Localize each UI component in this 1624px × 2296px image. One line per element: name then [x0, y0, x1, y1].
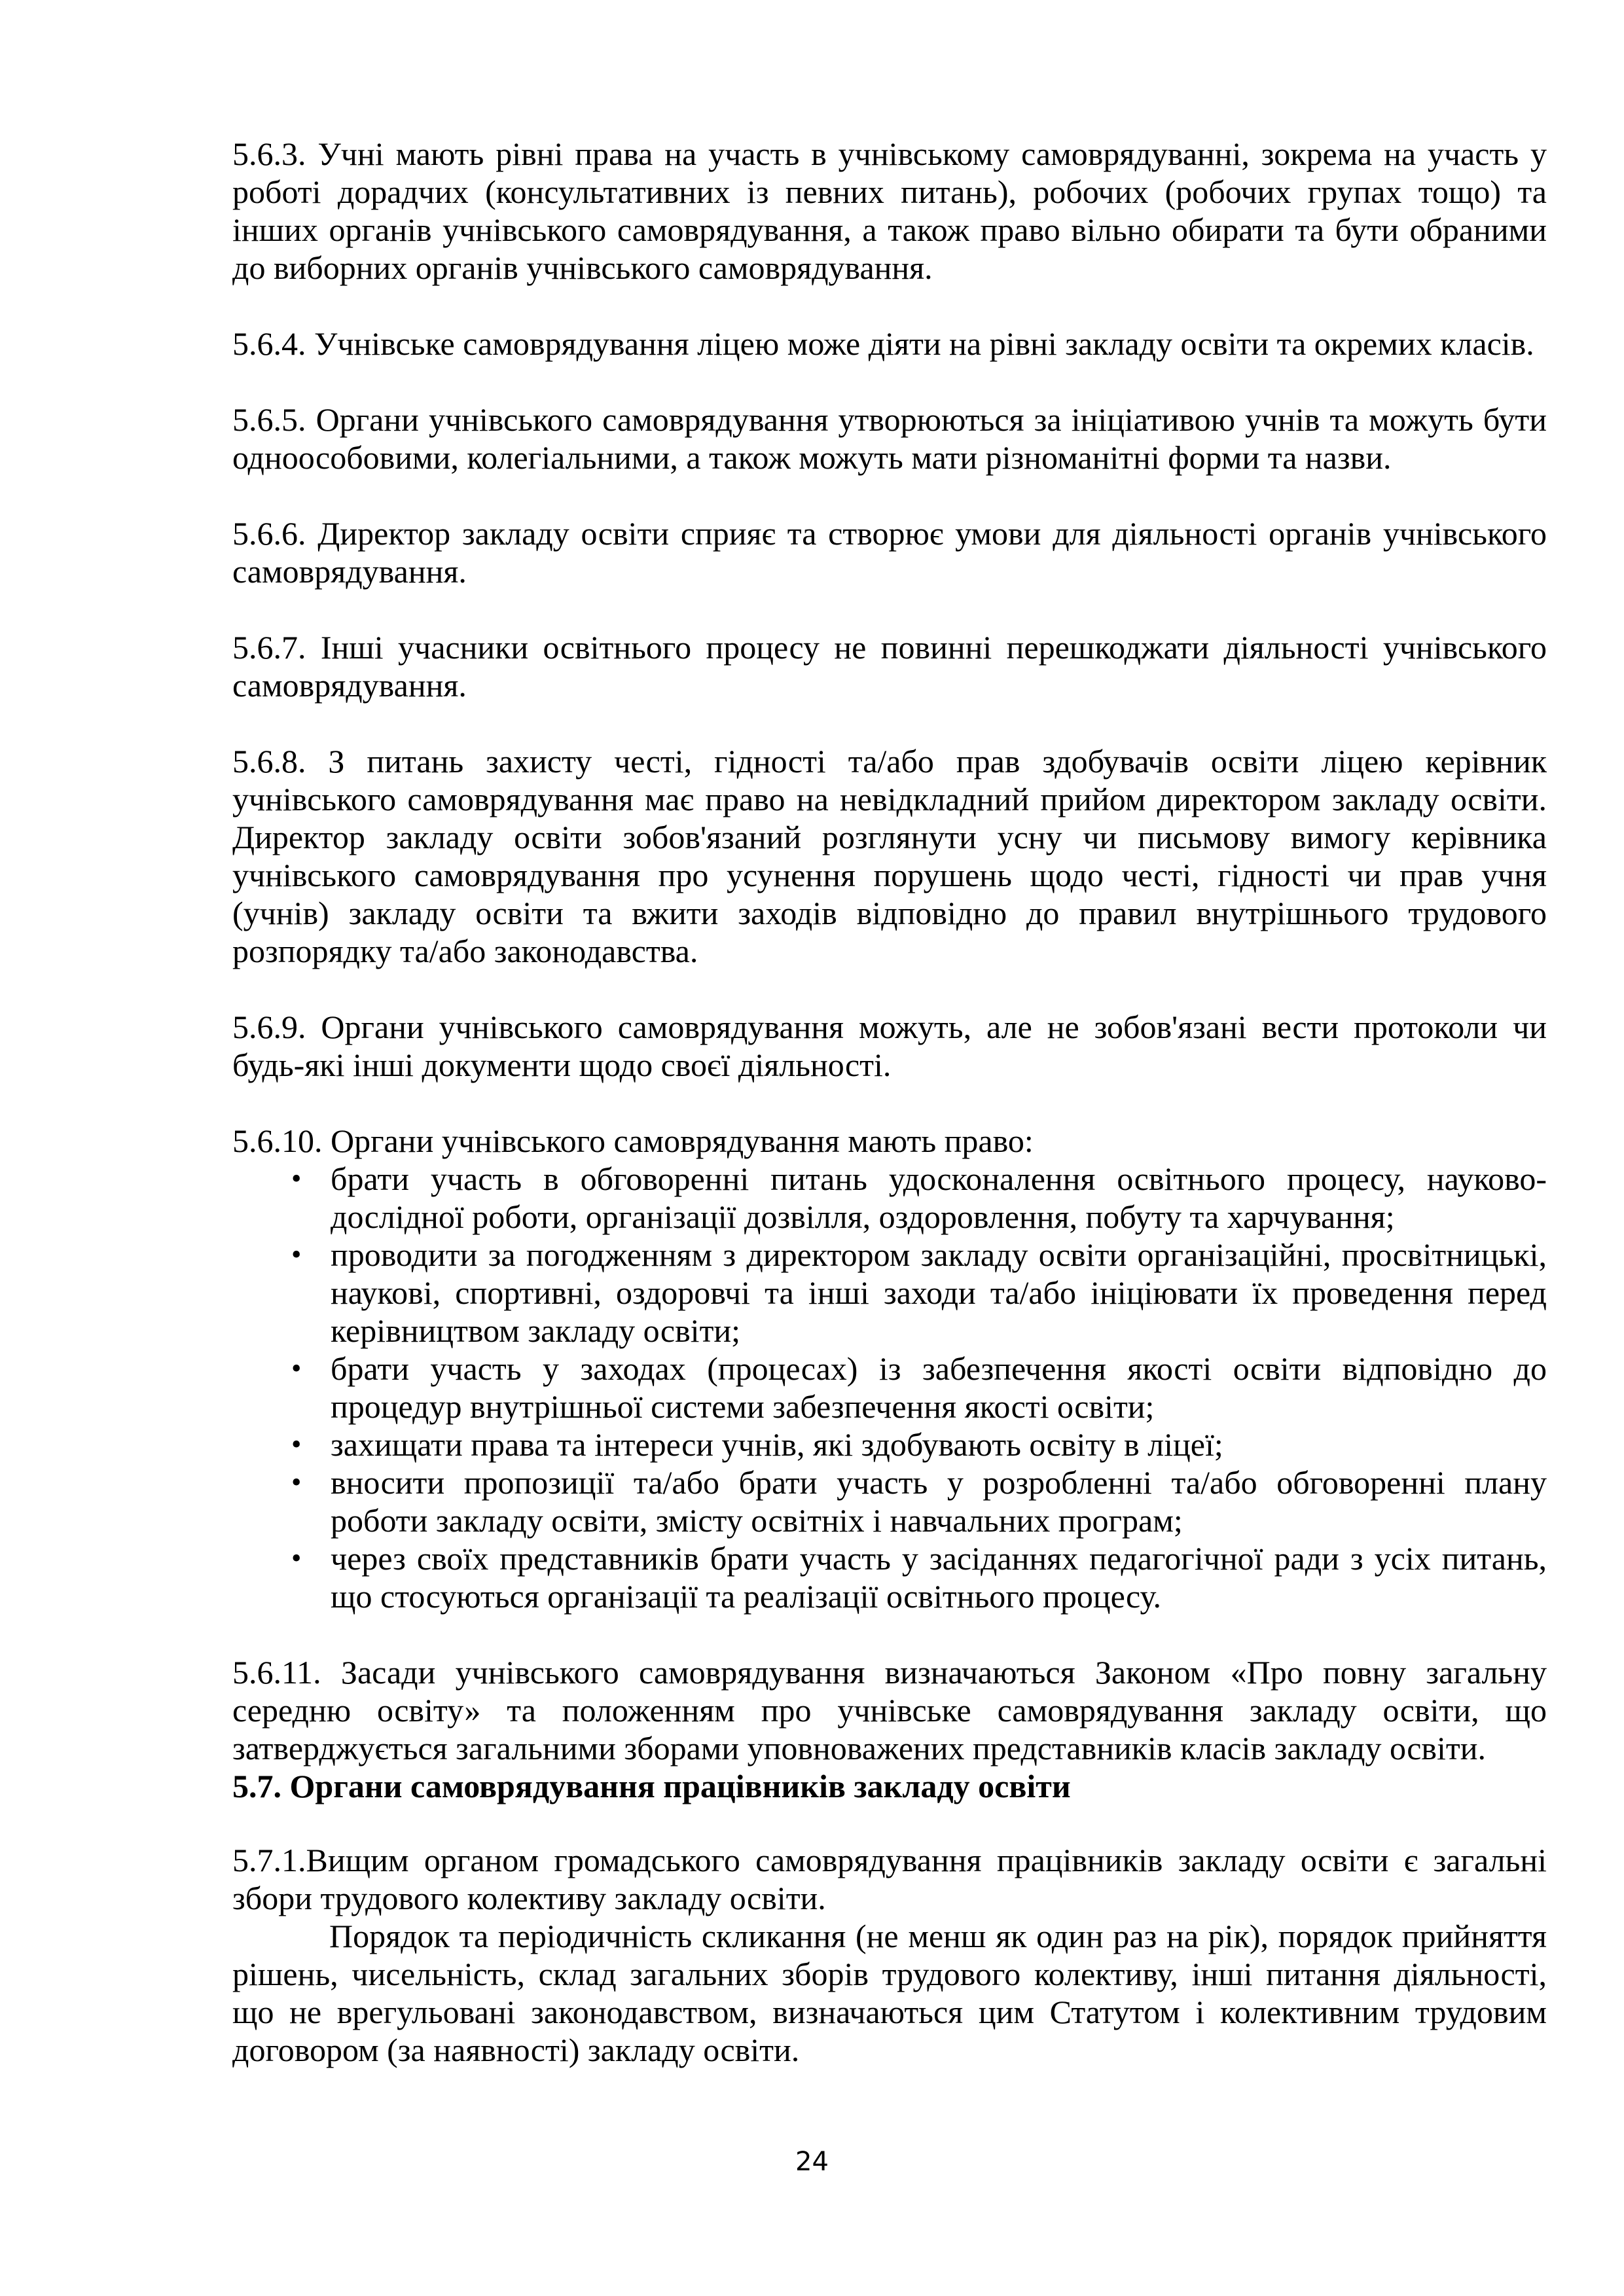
paragraph-5-6-3: 5.6.3. Учні мають рівні права на участь в учнівському самоврядуванні, зокрема на участь у роботі дорадчих (консультативних із певних питань), робочих (робочих групах тощо) та інших органів учнівського самоврядування, а також право вільно обирати та бути обраними до виборних органів учнівського самоврядування.	[232, 135, 1547, 286]
paragraph-5-6-5: 5.6.5. Органи учнівського самоврядування утворюються за ініціативою учнів та можуть бути одноособовими, колегіальними, а також можуть мати різноманітні форми та назви.	[232, 401, 1547, 476]
paragraph-5-6-9: 5.6.9. Органи учнівського самоврядування можуть, але не зобов'язані вести протоколи чи будь-які інші документи щодо своєї діяльності.	[232, 1009, 1547, 1083]
bullet-icon: •	[291, 1428, 302, 1460]
paragraph-5-6-4: 5.6.4. Учнівське самоврядування ліцею може діяти на рівні закладу освіти та окремих класів.	[232, 325, 1534, 362]
rights-item-text: вносити пропозиції та/або брати участь у розробленні та/або обговоренні плану роботи закладу освіти, змісту освітніх і навчальних програм;	[331, 1464, 1547, 1539]
paragraph-5-6-11: 5.6.11. Засади учнівського самоврядування визначаються Законом «Про повну загальну середню освіту» та положенням про учнівське самоврядування закладу освіти, що затверджується загальними зборами уповноважених представників класів закладу освіти.	[232, 1654, 1547, 1767]
document-page	[232, 135, 1547, 2069]
rights-item-text: проводити за погодженням з директором закладу освіти організаційні, просвітницькі, наукові, спортивні, оздоровчі та інші заходи та/або ініціювати їх проведення перед керівництвом закладу освіти;	[331, 1236, 1547, 1349]
rights-item-text: брати участь у заходах (процесах) із забезпечення якості освіти відповідно до процедур внутрішньої системи забезпечення якості освіти;	[331, 1350, 1547, 1425]
section-heading-5-7: 5.7. Органи самоврядування працівників закладу освіти	[232, 1768, 1071, 1804]
paragraph-5-6-6: 5.6.6. Директор закладу освіти сприяє та створює умови для діяльності органів учнівського самоврядування.	[232, 515, 1547, 590]
page-number: 24	[795, 2147, 829, 2177]
paragraph-5-6-8: 5.6.8. З питань захисту честі, гідності та/або прав здобувачів освіти ліцею керівник учнівського самоврядування має право на невідкладний прийом директором закладу освіти. Директор закладу освіти зобов'язаний розглянути усну чи письмову вимогу керівника учнівського самоврядування про усунення порушень щодо честі, гідності чи прав учня (учнів) закладу освіти та вжити заходів відповідно до правил внутрішнього трудового розпорядку та/або законодавства.	[232, 743, 1547, 969]
bullet-icon: •	[291, 1162, 302, 1194]
rights-list	[232, 1160, 1547, 1615]
rights-list-item	[232, 1463, 1547, 1539]
bullet-icon: •	[291, 1542, 302, 1574]
rights-item-text: брати участь в обговоренні питань удосконалення освітнього процесу, науково-дослідної роботи, організації дозвілля, оздоровлення, побуту та харчування;	[331, 1160, 1547, 1235]
rights-list-item	[232, 1539, 1547, 1615]
paragraph-5-7-1: 5.7.1.Вищим органом громадського самоврядування працівників закладу освіти є загальні збори трудового колективу закладу освіти.	[232, 1842, 1547, 1916]
bullet-icon: •	[291, 1466, 302, 1498]
bullet-icon: •	[291, 1352, 302, 1384]
paragraph-5-6-7: 5.6.7. Інші учасники освітнього процесу не повинні перешкоджати діяльності учнівського самоврядування.	[232, 629, 1547, 704]
bullet-icon: •	[291, 1238, 302, 1270]
rights-list-item	[232, 1160, 1547, 1236]
rights-list-item	[232, 1350, 1547, 1426]
rights-list-item	[232, 1236, 1547, 1350]
rights-item-text: через своїх представників брати участь у засіданнях педагогічної ради з усіх питань, що стосуються організації та реалізації освітнього процесу.	[331, 1540, 1547, 1615]
rights-item-text: захищати права та інтереси учнів, які здобувають освіту в ліцеї;	[331, 1426, 1223, 1463]
rights-list-item	[232, 1426, 1547, 1463]
paragraph-5-7-1-continuation: Порядок та періодичність скликання (не менш як один раз на рік), порядок прийняття рішень, чисельність, склад загальних зборів трудового колективу, інші питання діяльності, що не врегульовані законодавством, визначаються цим Статутом і колективним трудовим договором (за наявності) закладу освіти.	[232, 1918, 1547, 2068]
paragraph-5-6-10-intro: 5.6.10. Органи учнівського самоврядування мають право:	[232, 1122, 1034, 1159]
